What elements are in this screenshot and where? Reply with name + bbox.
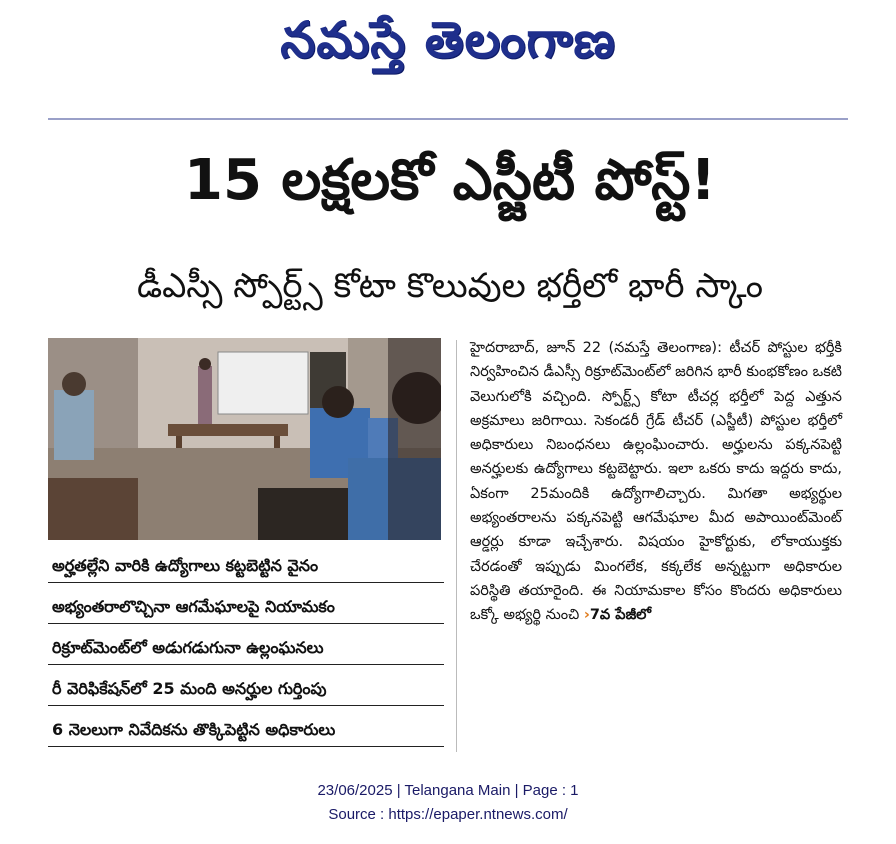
column-divider — [456, 340, 457, 752]
footer-source: Source : https://epaper.ntnews.com/ — [328, 806, 568, 823]
highlight-item: అభ్యంతరాలొచ్చినా ఆగమేఘాలపై నియామకం — [48, 589, 444, 624]
arrow-icon: › — [583, 607, 590, 624]
footer-edition: 23/06/2025 | Telangana Main | Page : 1 — [317, 782, 579, 799]
masthead — [0, 4, 896, 76]
article-body — [470, 336, 842, 628]
classroom-photo — [48, 338, 441, 540]
masthead-divider — [48, 118, 848, 120]
newspaper-logo: నమస్తే తెలంగాణ — [280, 11, 616, 69]
highlight-item: రీ వెరిఫికేషన్‌లో 25 మంది అనర్హుల గుర్తింపు — [48, 671, 444, 706]
article-text: టీచర్ పోస్టుల భర్తీకి నిర్వహించిన డీఎస్సీ రిక్రూట్‌మెంట్‌లో జరిగిన భారీ కుంభకోణం ఒకటి వెలుగులోకి వచ్చింది. స్పోర్ట్స్ కోటా టీచర్ల భర్తీలో పెద్ద ఎత్తున అక్రమాలు జరిగాయి. సెకండరీ గ్రేడ్ టీచర్ (ఎస్జీటీ) పోస్టుల భర్తీలో అధికారులు నిబంధనలు ఉల్లంఘించారు. అర్హులను పక్కనపెట్టి అనర్హులకు ఉద్యోగాలు కట్టబెట్టారు. ఇలా ఒకరు కాదు ఇద్దరు కాదు, ఏకంగా 25మందికి ఉద్యోగాలిచ్చారు. మిగతా అభ్యర్థుల అభ్యంతరాలను పక్కనపెట్టి ఆగమేఘాల మీద అపాయింట్‌మెంట్ ఆర్డర్లు కూడా ఇచ్చేశారు. విషయం హైకోర్టుకు, లోకాయుక్తకు చేరడంతో ఇప్పుడు మింగలేక, కక్కలేక అన్నట్టుగా అధికారుల పరిస్థితి తయారైంది. ఈ నియామకాల కోసం కొందరు అధికారులు ఒక్కో అభ్యర్థి నుంచి — [470, 340, 843, 624]
headline: 15 లక్షలకో ఎస్జీటీ పోస్ట్! — [184, 148, 716, 213]
article-dateline: హైదరాబాద్, జూన్ 22 (నమస్తే తెలంగాణ): — [470, 340, 722, 356]
highlight-item: రిక్రూట్‌మెంట్‌లో అడుగడుగునా ఉల్లంఘనలు — [48, 630, 444, 665]
highlight-item: 6 నెలలుగా నివేదికను తొక్కిపెట్టిన అధికారులు — [48, 712, 444, 747]
highlight-item: అర్హతల్లేని వారికి ఉద్యోగాలు కట్టబెట్టిన వైనం — [48, 548, 444, 583]
subheadline: డీఎస్సీ స్పోర్ట్స్ కోటా కొలువుల భర్తీలో భారీ స్కాం — [136, 266, 764, 306]
continued-label: 7వ పేజీలో — [589, 607, 652, 624]
continued-marker — [584, 607, 651, 623]
highlights-list — [48, 548, 444, 753]
